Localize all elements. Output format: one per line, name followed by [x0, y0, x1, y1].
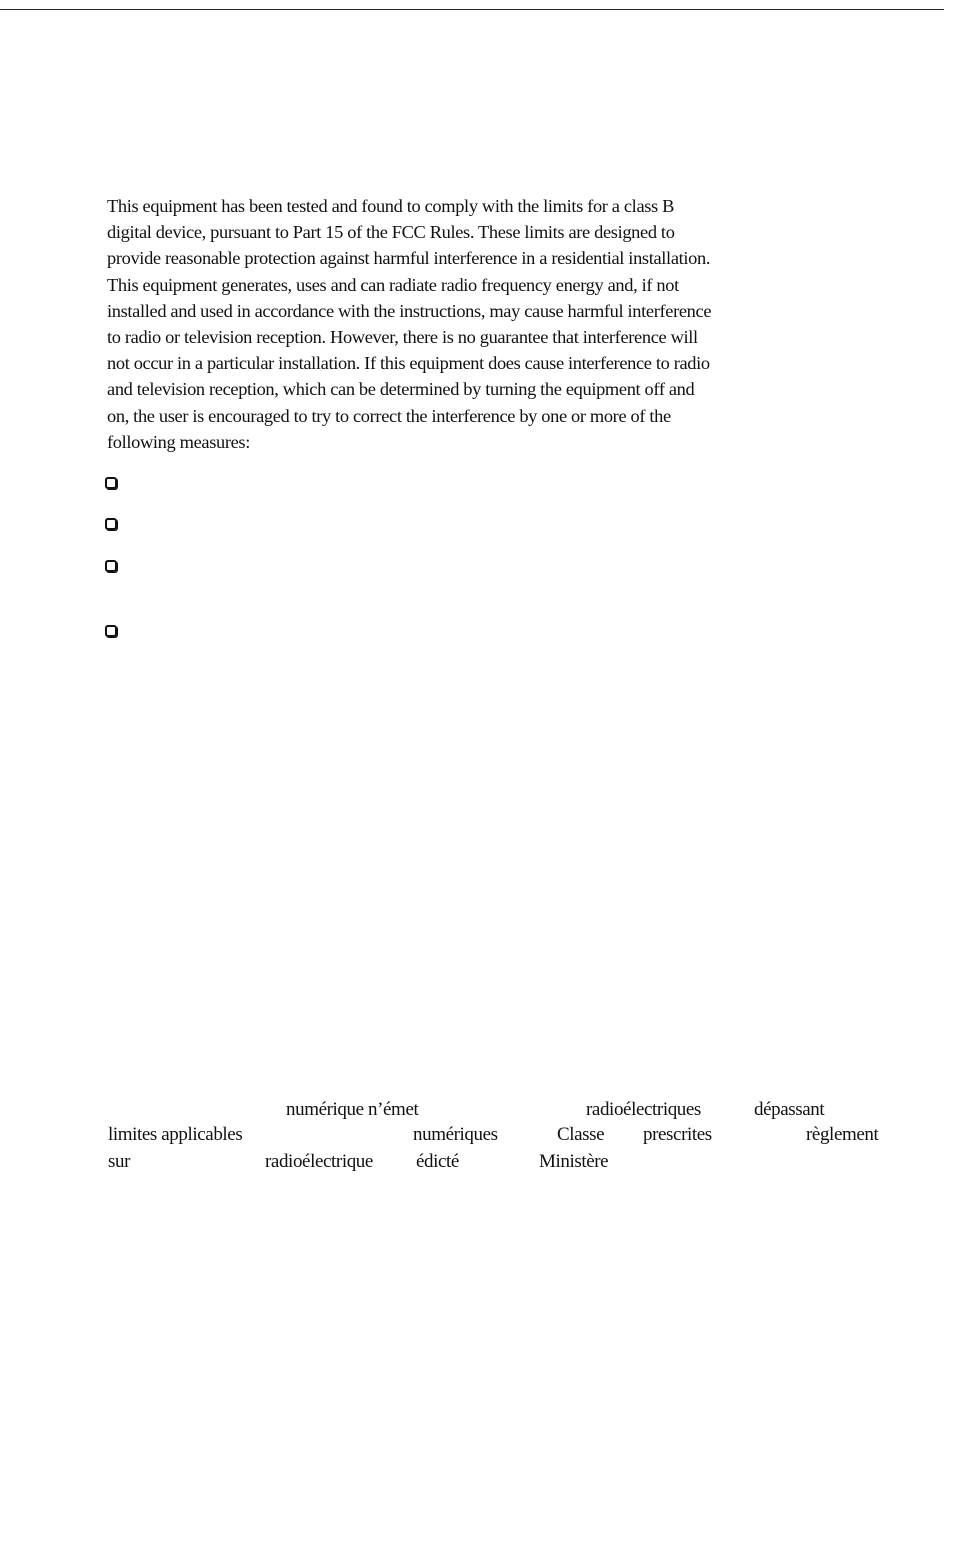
fcc-notice-line: This equipment has been tested and found to comply with the limits for a class B	[107, 196, 675, 216]
fcc-notice-line: to radio or television reception. However, there is no guarantee that interference will	[107, 327, 698, 348]
french-word: radioélectrique	[265, 1151, 373, 1172]
french-word: prescrites	[643, 1124, 712, 1145]
top-rule	[0, 9, 944, 10]
fcc-notice-line: provide reasonable protection against harmful interference in a residential installation.	[107, 248, 711, 269]
french-word: règlement	[806, 1124, 879, 1145]
fcc-notice-line: This equipment generates, uses and can radiate radio frequency energy and, if not	[107, 274, 679, 295]
checkbox-icon	[105, 560, 117, 572]
french-word: radioélectriques	[586, 1099, 701, 1120]
french-word: Ministère	[539, 1151, 609, 1172]
french-word: édicté	[416, 1151, 459, 1172]
french-word: limites applicables	[108, 1124, 243, 1145]
fcc-notice-paragraph	[107, 193, 913, 455]
french-word: Classe	[557, 1124, 605, 1145]
french-word: sur	[108, 1151, 131, 1172]
french-word: numériques	[413, 1124, 498, 1145]
fcc-notice-line: and television reception, which can be determined by turning the equipment off and	[107, 379, 695, 400]
checkbox-icon	[105, 625, 117, 637]
checkbox-icon	[105, 477, 117, 489]
measures-list	[105, 0, 125, 700]
french-word: dépassant	[754, 1099, 825, 1120]
fcc-notice-line: on, the user is encouraged to try to correct the interference by one or more of the	[107, 405, 671, 426]
french-word: numérique n’émet	[286, 1099, 419, 1120]
fcc-notice-line: digital device, pursuant to Part 15 of the FCC Rules. These limits are designed to	[107, 222, 675, 243]
fcc-notice-line: following measures:	[107, 431, 250, 452]
fcc-notice-line: not occur in a particular installation. If this equipment does cause interference to radio	[107, 353, 710, 374]
fcc-notice-line: installed and used in accordance with the instructions, may cause harmful interference	[107, 300, 712, 321]
checkbox-icon	[105, 518, 117, 530]
